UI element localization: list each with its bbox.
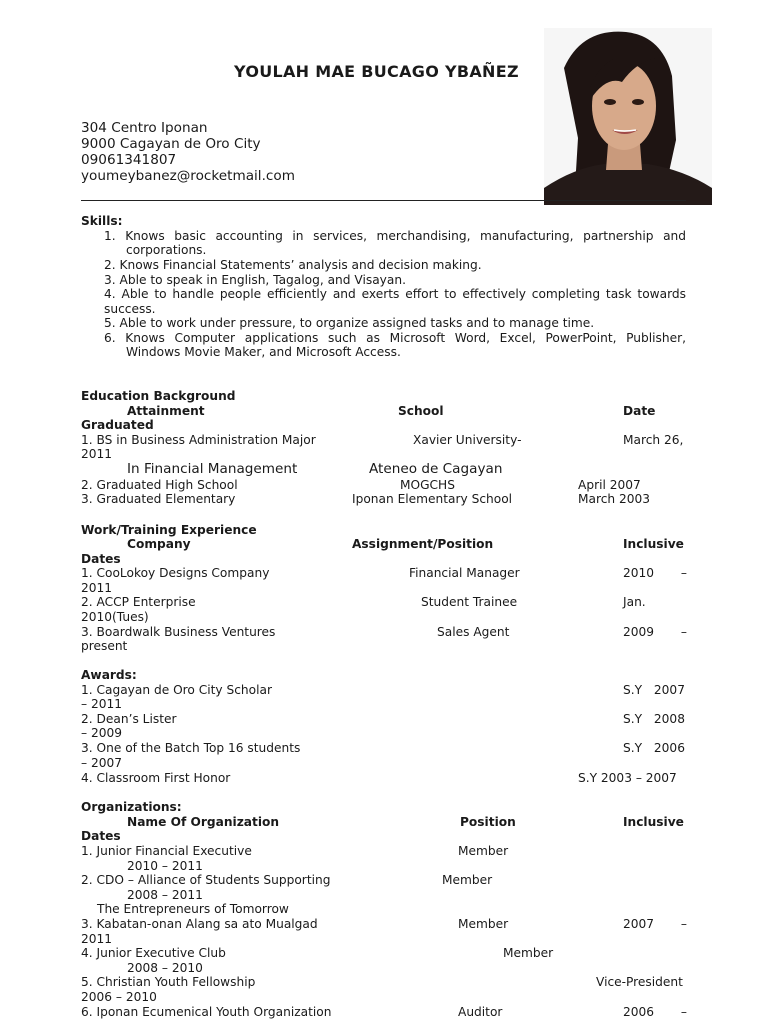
organization-name: 5. Christian Youth Fellowship bbox=[81, 975, 256, 989]
work-position: Student Trainee bbox=[421, 595, 518, 609]
header-divider bbox=[81, 200, 686, 201]
education-school: Ateneo de Cagayan bbox=[369, 461, 503, 477]
skill-item-continued: corporations. bbox=[126, 243, 207, 257]
education-date: March 26, bbox=[623, 433, 684, 447]
col-header-dates: Dates bbox=[81, 552, 121, 566]
organization-position: Member bbox=[458, 917, 509, 931]
work-date-continued: 2010(Tues) bbox=[81, 610, 149, 624]
work-date: 2010 – bbox=[623, 566, 687, 580]
award-title: 3. One of the Batch Top 16 students bbox=[81, 741, 301, 755]
education-date: April 2007 bbox=[578, 478, 641, 492]
work-position: Sales Agent bbox=[437, 625, 510, 639]
award-date: S.Y 2007 bbox=[623, 683, 685, 697]
organization-dates: 2006 – 2010 bbox=[81, 990, 157, 1004]
work-company: 2. ACCP Enterprise bbox=[81, 595, 196, 609]
award-date-continued: – 2007 bbox=[81, 756, 122, 770]
organization-name: 1. Junior Financial Executive bbox=[81, 844, 252, 858]
work-company: 1. CooLokoy Designs Company bbox=[81, 566, 270, 580]
portrait-image bbox=[544, 28, 712, 205]
organization-name: 6. Iponan Ecumenical Youth Organization bbox=[81, 1005, 332, 1019]
organization-name: 3. Kabatan-onan Alang sa ato Mualgad bbox=[81, 917, 318, 931]
organization-position: Member bbox=[458, 844, 509, 858]
col-header-inclusive: Inclusive bbox=[623, 537, 684, 551]
col-header-dates: Dates bbox=[81, 829, 121, 843]
organizations-heading: Organizations: bbox=[81, 800, 182, 814]
organization-position: Auditor bbox=[458, 1005, 503, 1019]
phone-number: 09061341807 bbox=[81, 152, 177, 168]
resume-name: YOULAH MAE BUCAGO YBAÑEZ bbox=[234, 62, 519, 81]
skill-item-continued: Windows Movie Maker, and Microsoft Access. bbox=[126, 345, 401, 359]
award-date: S.Y 2003 – 2007 bbox=[578, 771, 677, 785]
award-title: 2. Dean’s Lister bbox=[81, 712, 177, 726]
address-line-2: 9000 Cagayan de Oro City bbox=[81, 136, 261, 152]
organization-name: 4. Junior Executive Club bbox=[81, 946, 226, 960]
organization-name: 2. CDO – Alliance of Students Supporting bbox=[81, 873, 331, 887]
organization-date: 2007 – bbox=[623, 917, 687, 931]
education-attainment: 1. BS in Business Administration Major bbox=[81, 433, 316, 447]
col-header-attainment: Attainment bbox=[127, 404, 205, 418]
work-date-continued: present bbox=[81, 639, 128, 653]
award-title: 4. Classroom First Honor bbox=[81, 771, 231, 785]
education-date-continued: 2011 bbox=[81, 447, 113, 461]
organization-position: Member bbox=[503, 946, 554, 960]
work-date: 2009 – bbox=[623, 625, 687, 639]
education-heading: Education Background bbox=[81, 389, 236, 403]
col-header-company: Company bbox=[127, 537, 191, 551]
skill-item: 2. Knows Financial Statements’ analysis and decision making. bbox=[104, 258, 482, 272]
award-date: S.Y 2008 bbox=[623, 712, 685, 726]
col-header-inclusive: Inclusive bbox=[623, 815, 684, 829]
col-header-position: Position bbox=[460, 815, 516, 829]
skill-item: 5. Able to work under pressure, to organize assigned tasks and to manage time. bbox=[104, 316, 595, 330]
work-company: 3. Boardwalk Business Ventures bbox=[81, 625, 276, 639]
col-header-school: School bbox=[398, 404, 444, 418]
organization-date: 2006 – bbox=[623, 1005, 687, 1019]
skill-item: 4. Able to handle people efficiently and exerts effort to effectively completing task towards bbox=[104, 287, 686, 301]
award-date-continued: – 2011 bbox=[81, 697, 122, 711]
skill-item: 1. Knows basic accounting in services, merchandising, manufacturing, partnership and bbox=[104, 229, 686, 243]
education-date: March 2003 bbox=[578, 492, 651, 506]
work-date: Jan. bbox=[623, 595, 646, 609]
col-header-date-graduated: Graduated bbox=[81, 418, 154, 432]
col-header-date: Date bbox=[623, 404, 656, 418]
skills-heading: Skills: bbox=[81, 214, 123, 228]
education-attainment: 3. Graduated Elementary bbox=[81, 492, 236, 506]
col-header-assignment: Assignment/Position bbox=[352, 537, 494, 551]
education-attainment: 2. Graduated High School bbox=[81, 478, 238, 492]
work-heading: Work/Training Experience bbox=[81, 523, 257, 537]
organization-position: Vice-President bbox=[596, 975, 683, 989]
skill-item: 3. Able to speak in English, Tagalog, and Visayan. bbox=[104, 273, 406, 287]
organization-dates: 2008 – 2011 bbox=[127, 888, 203, 902]
skill-item-continued: success. bbox=[104, 302, 156, 316]
awards-heading: Awards: bbox=[81, 668, 137, 682]
profile-photo bbox=[544, 28, 712, 205]
work-position: Financial Manager bbox=[409, 566, 520, 580]
organization-position: Member bbox=[442, 873, 493, 887]
organization-dates: 2010 – 2011 bbox=[127, 859, 203, 873]
address-line-1: 304 Centro Iponan bbox=[81, 120, 208, 136]
organization-dates: 2008 – 2010 bbox=[127, 961, 203, 975]
award-date: S.Y 2006 bbox=[623, 741, 685, 755]
work-date-continued: 2011 bbox=[81, 581, 113, 595]
skill-item: 6. Knows Computer applications such as Microsoft Word, Excel, PowerPoint, Publisher, bbox=[104, 331, 686, 345]
award-title: 1. Cagayan de Oro City Scholar bbox=[81, 683, 272, 697]
education-attainment: In Financial Management bbox=[127, 461, 298, 477]
education-school: Iponan Elementary School bbox=[352, 492, 513, 506]
award-date-continued: – 2009 bbox=[81, 726, 122, 740]
organization-dates: 2011 bbox=[81, 932, 113, 946]
col-header-organization: Name Of Organization bbox=[127, 815, 280, 829]
education-school: Xavier University- bbox=[413, 433, 522, 447]
email-address: youmeybanez@rocketmail.com bbox=[81, 168, 295, 184]
organization-name-continued: The Entrepreneurs of Tomorrow bbox=[97, 902, 289, 916]
education-school: MOGCHS bbox=[400, 478, 455, 492]
